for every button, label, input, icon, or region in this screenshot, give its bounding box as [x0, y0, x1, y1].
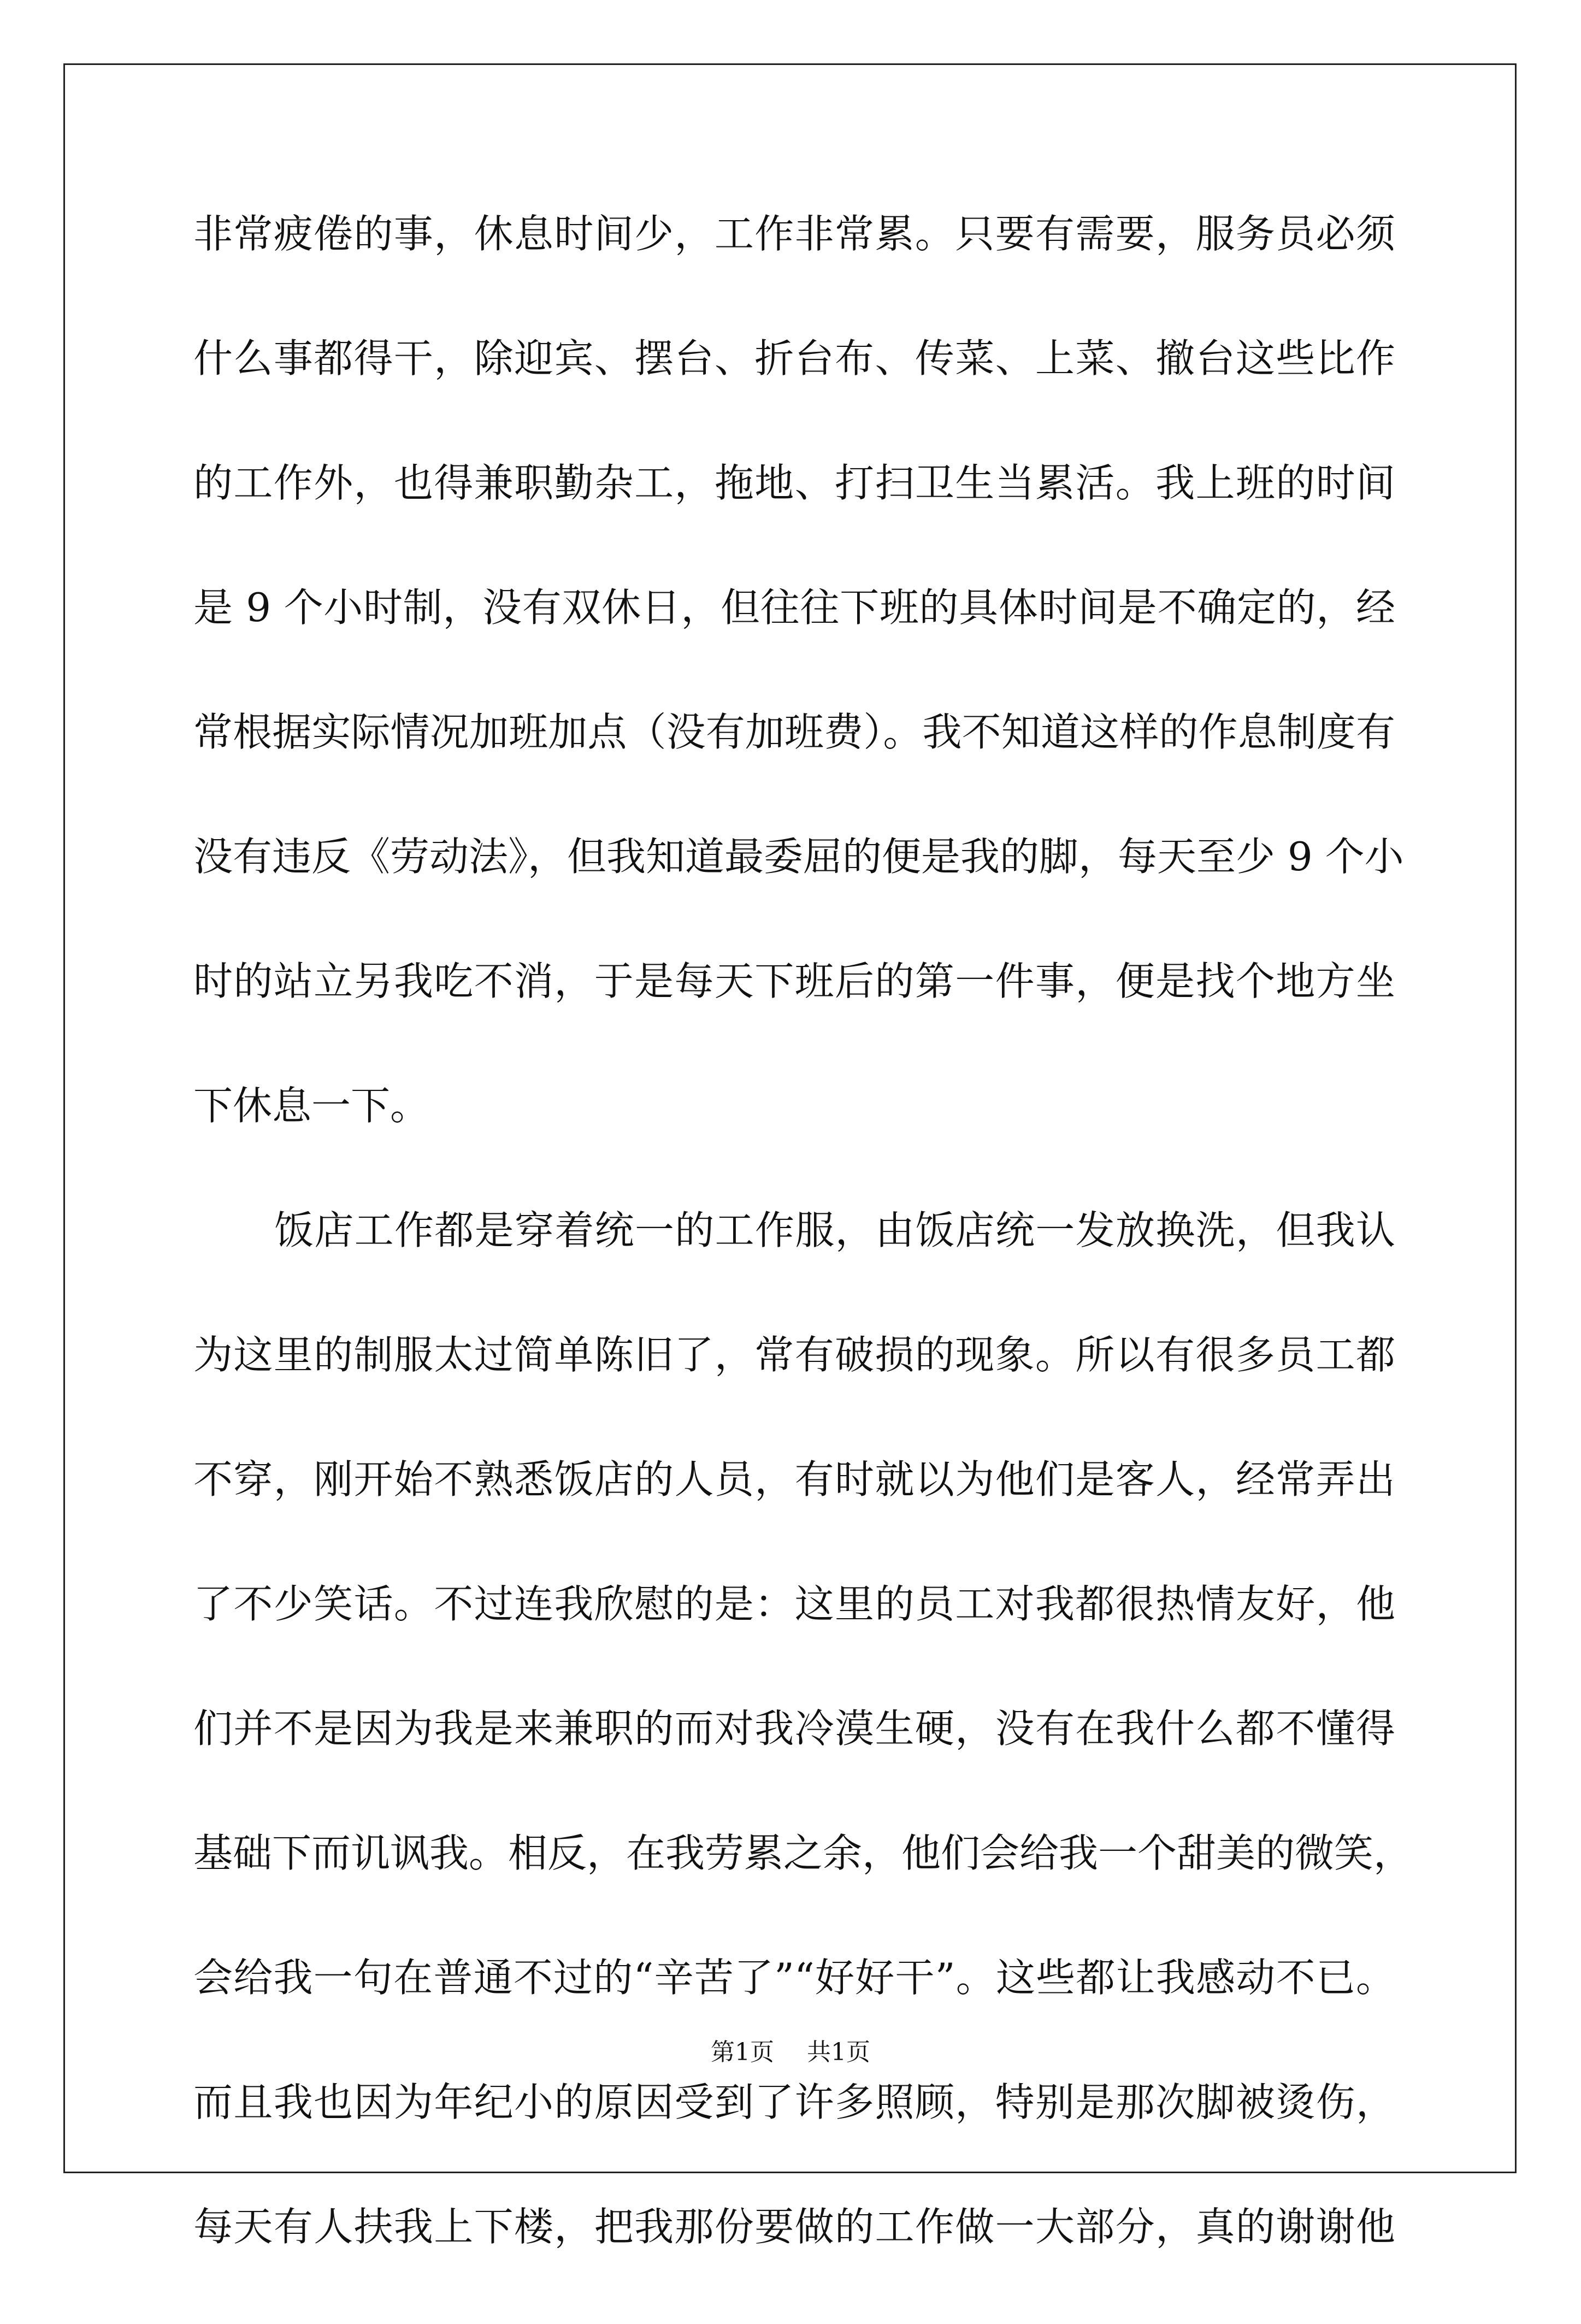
text-line: 常根据实际情况加班加点（没有加班费）。我不知道这样的作息制度有 [193, 709, 1395, 755]
page-footer [0, 2032, 1581, 2067]
document-body [193, 207, 1413, 2324]
text-line: 为这里的制服太过简单陈旧了，常有破损的现象。所以有很多员工都 [193, 1332, 1395, 1378]
page-number: 第1页 [711, 2038, 774, 2066]
text-line: 非常疲倦的事，休息时间少，工作非常累。只要有需要，服务员必须 [193, 211, 1395, 257]
text-line: 下休息一下。 [193, 1083, 430, 1129]
text-line: 时的站立另我吃不消，于是每天下班后的第一件事，便是找个地方坐 [193, 958, 1395, 1004]
text-line: 每天有人扶我上下楼，把我那份要做的工作做一大部分，真的谢谢他 [193, 2204, 1395, 2250]
text-line: 了不少笑话。不过连我欣慰的是：这里的员工对我都很热情友好，他 [193, 1581, 1395, 1627]
text-line: 饭店工作都是穿着统一的工作服，由饭店统一发放换洗，但我认 [274, 1207, 1395, 1253]
text-line: 而且我也因为年纪小的原因受到了许多照顾，特别是那次脚被烫伤， [193, 2079, 1395, 2125]
text-line: 会给我一句在普通不过的“辛苦了”“好好干”。这些都让我感动不已。 [193, 1955, 1395, 2001]
text-line: 基础下而讥讽我。相反，在我劳累之余，他们会给我一个甜美的微笑， [193, 1830, 1413, 1876]
text-line: 不穿，刚开始不熟悉饭店的人员，有时就以为他们是客人，经常弄出 [193, 1456, 1395, 1502]
total-pages: 共1页 [807, 2038, 870, 2066]
text-line: 是 9 个小时制，没有双休日，但往往下班的具体时间是不确定的，经 [193, 585, 1395, 630]
text-line: 没有违反《劳动法》，但我知道最委屈的便是我的脚，每天至少 9 个小 [193, 834, 1404, 880]
text-line: 什么事都得干，除迎宾、摆台、折台布、传菜、上菜、撤台这些比作 [193, 335, 1395, 381]
text-line: 们并不是因为我是来兼职的而对我冷漠生硬，没有在我什么都不懂得 [193, 1706, 1395, 1751]
text-line: 的工作外，也得兼职勤杂工，拖地、打扫卫生当累活。我上班的时间 [193, 460, 1395, 506]
